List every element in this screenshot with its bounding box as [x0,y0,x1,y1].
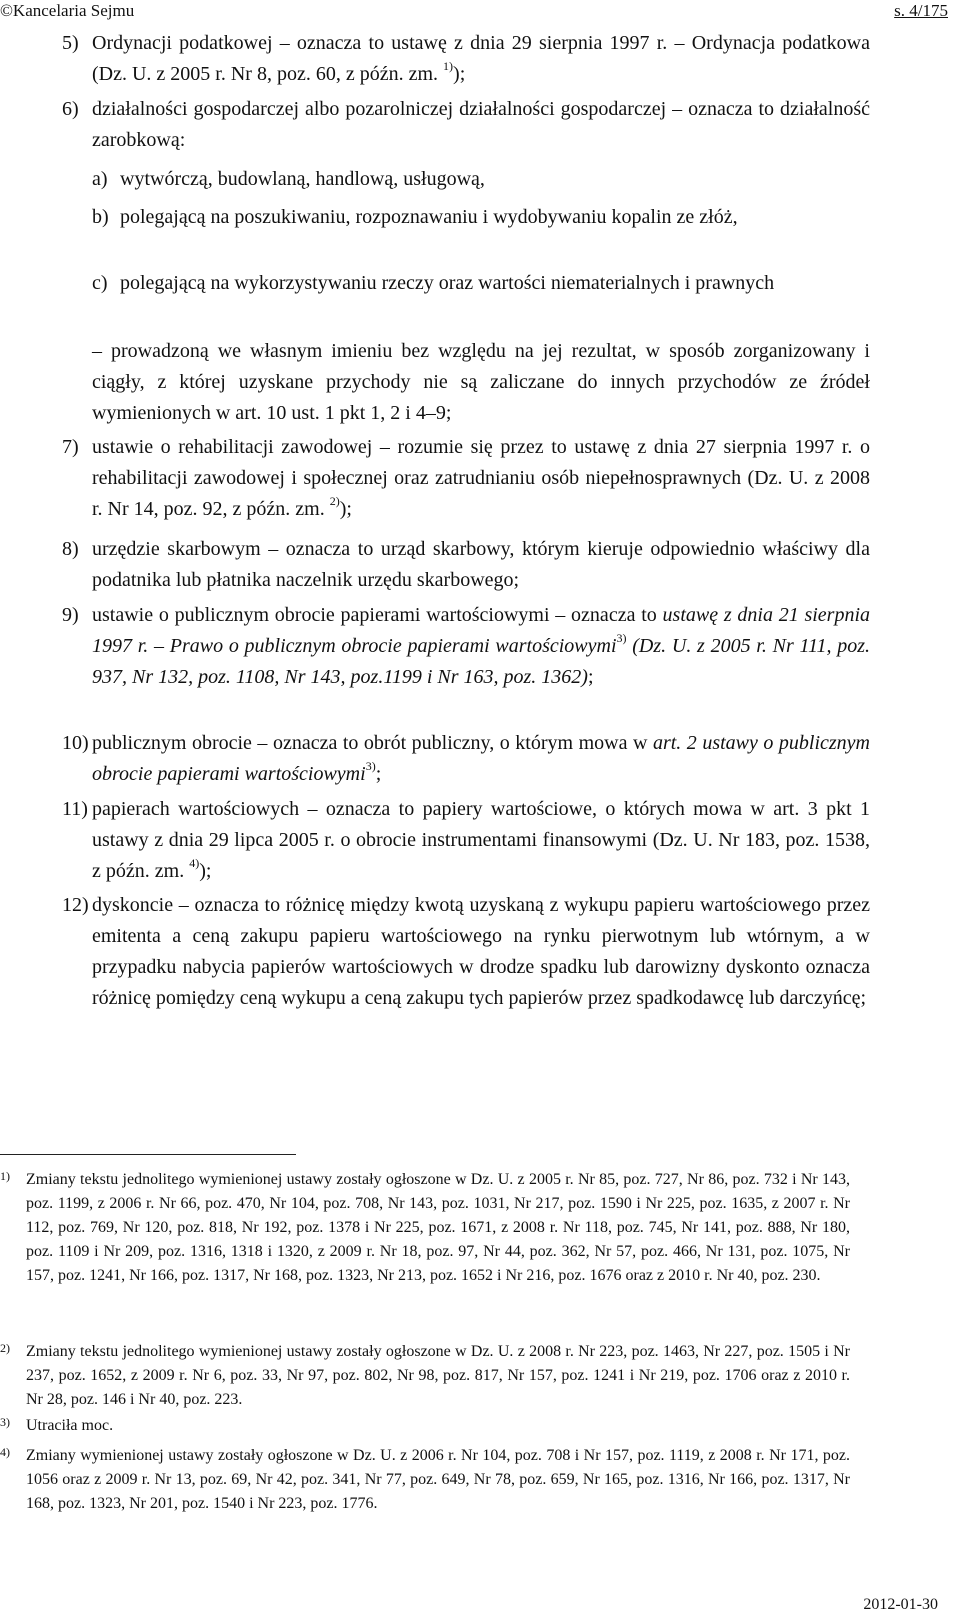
header-copyright: ©Kancelaria Sejmu [0,1,135,20]
item-number: 11) [62,798,88,820]
definition-item-6 [62,94,870,156]
item-number: 12) [62,894,89,916]
subitem-a [92,164,870,195]
item-text: działalności gospodarczej albo pozarolniczej działalności gospodarczej – oznacza to działalność zarobkową: [92,98,870,151]
item-tail: ); [339,498,352,520]
item-italic-citation: (Dz. U. z 2005 r. Nr 111, poz. 937, Nr 132, poz. 1108, Nr 143, poz.1199 i Nr 163, poz. 1362) [92,635,870,688]
footnote-3 [0,1414,850,1438]
footnote-text: Zmiany tekstu jednolitego wymienionej ustawy zostały ogłoszone w Dz. U. z 2008 r. Nr 223, poz. 1463, Nr 227, poz. 1505 i Nr 237, poz. 1652, z 2009 r. Nr 6, poz. 33, Nr 97, poz. 802, Nr 98, poz. 817, Nr 157, poz. 1241 i Nr 219, poz. 1706 oraz z 2010 r. Nr 28, poz. 146 i Nr 40, poz. 223. [26,1343,850,1408]
footnote-text: Zmiany tekstu jednolitego wymienionej ustawy zostały ogłoszone w Dz. U. z 2005 r. Nr 85, poz. 727, Nr 86, poz. 732 i Nr 143, poz. 1199, z 2006 r. Nr 66, poz. 470, Nr 104, poz. 708, Nr 143, poz. 1031, Nr 217, poz. 1590 i Nr 225, poz. 1635, z 2007 r. Nr 112, poz. 769, Nr 120, poz. 818, Nr 192, poz. 1378 i Nr 225, poz. 1671, z 2008 r. Nr 118, poz. 745, Nr 141, poz. 888, Nr 180, poz. 1109 i Nr 209, poz. 1316, 1318 i 1320, z 2009 r. Nr 18, poz. 97, Nr 44, poz. 362, Nr 57, poz. 466, Nr 131, poz. 1075, Nr 157, poz. 1241, Nr 166, poz. 1317, Nr 168, poz. 1323, Nr 213, poz. 1652 i Nr 216, poz. 1676 oraz z 2010 r. Nr 40, poz. 230. [26,1171,850,1284]
definition-item-8 [62,534,870,596]
item-text: dyskoncie – oznacza to różnicę między kwotą uzyskaną z wykupu papieru wartościowego przez emitenta a ceną zakupu papieru wartościowego na rynku pierwotnym lub wtórnym, a w przypadku nabycia papierów wartościowych w drodze spadku lub darowizny dyskonto oznacza różnicę pomiędzy ceną wykupu a ceną zakupu tych papierów przez spadkodawcę lub darczyńcę; [92,894,870,1009]
item-tail: ; [587,666,594,688]
footnote-mark: 3) [0,1415,10,1429]
footnote-1 [0,1168,850,1288]
subitem-text: wytwórczą, budowlaną, handlową, usługową, [120,168,485,190]
item-number: 10) [62,732,89,754]
subitem-letter: a) [92,168,108,190]
footnote-mark: 1) [0,1169,10,1183]
subitem-text: polegającą na wykorzystywaniu rzeczy oraz wartości niematerialnych i prawnych [120,272,775,294]
definition-item-7 [62,432,870,525]
subitem-c [92,268,870,299]
definition-item-10 [62,728,870,790]
footnote-mark: 4) [0,1445,10,1459]
footnote-4 [0,1444,850,1516]
footnote-ref[interactable]: 1) [443,59,454,74]
item-number: 9) [62,604,79,626]
item-text: publicznym obrocie – oznacza to obrót publiczny, o którym mowa w [92,732,648,754]
footnote-text: Zmiany wymienionej ustawy zostały ogłoszone w Dz. U. z 2006 r. Nr 104, poz. 708 i Nr 157, poz. 1119, z 2008 r. Nr 171, poz. 1056 oraz z 2009 r. Nr 13, poz. 69, Nr 42, poz. 341, Nr 77, poz. 649, Nr 78, poz. 659, Nr 165, poz. 1316, Nr 166, poz. 1317, Nr 168, poz. 1323, Nr 201, poz. 1540 i Nr 223, poz. 1776. [26,1447,850,1512]
footnote-2 [0,1340,850,1412]
definition-continuation [62,336,870,429]
subitem-text: polegającą na poszukiwaniu, rozpoznawaniu i wydobywaniu kopalin ze złóż, [120,206,738,228]
item-number: 8) [62,538,79,560]
item-text: papierach wartościowych – oznacza to papiery wartościowe, o których mowa w art. 3 pkt 1 ustawy z dnia 29 lipca 2005 r. o obrocie instrumentami finansowymi (Dz. U. Nr 183, poz. 1538, z późn. zm. [92,798,870,882]
document-date: 2012-01-30 [863,1596,938,1613]
subitem-b [92,202,870,233]
subitem-letter: b) [92,206,109,228]
footnote-ref[interactable]: 2) [329,494,340,509]
definition-item-12 [62,890,870,1014]
footnote-ref[interactable]: 4) [189,856,200,871]
item-text: Ordynacji podatkowej – oznacza to ustawę z dnia 29 sierpnia 1997 r. – Ordynacja podatkowa (Dz. U. z 2005 r. Nr 8, poz. 60, z późn. zm. [92,32,870,85]
footnote-ref[interactable]: 3) [365,759,376,774]
definition-item-9 [62,600,870,693]
item-italic-text: ustawę z dnia 21 sierpnia 1997 r. – Prawo o publicznym obrocie papierami wartościowymi [92,604,871,657]
item-tail: ); [199,860,212,882]
item-number: 7) [62,436,79,458]
footnote-text: Utraciła moc. [26,1417,114,1434]
item-text: – prowadzoną we własnym imieniu bez względu na jej rezultat, w sposób zorganizowany i ciągły, z której uzyskane przychody nie są zaliczane do innych przychodów ze źródeł wymienionych w art. 10 ust. 1 pkt 1, 2 i 4–9; [92,340,870,424]
item-text: ustawie o publicznym obrocie papierami wartościowymi – oznacza to [92,604,657,626]
item-number: 5) [62,32,79,54]
definition-item-11 [62,794,870,887]
subitem-letter: c) [92,272,108,294]
item-text: urzędzie skarbowym – oznacza to urząd skarbowy, którym kieruje odpowiednio właściwy dla podatnika lub płatnika naczelnik urzędu skarbowego; [92,538,870,591]
footnote-mark: 2) [0,1341,10,1355]
footnote-ref[interactable]: 3) [616,631,627,646]
item-text: ustawie o rehabilitacji zawodowej – rozumie się przez to ustawę z dnia 27 sierpnia 1997 r. o rehabilitacji zawodowej i społecznej oraz zatrudnianiu osób niepełnosprawnych (Dz. U. z 2008 r. Nr 14, poz. 92, z późn. zm. [92,436,870,520]
item-italic-text: art. 2 ustawy o publicznym obrocie papierami wartościowymi [92,732,871,785]
item-number: 6) [62,98,79,120]
page-number-link[interactable]: s. 4/175 [894,1,948,20]
footnote-separator [0,1154,296,1155]
definition-item-5 [62,28,870,90]
item-tail: ); [453,63,466,85]
item-tail: ; [375,763,382,785]
